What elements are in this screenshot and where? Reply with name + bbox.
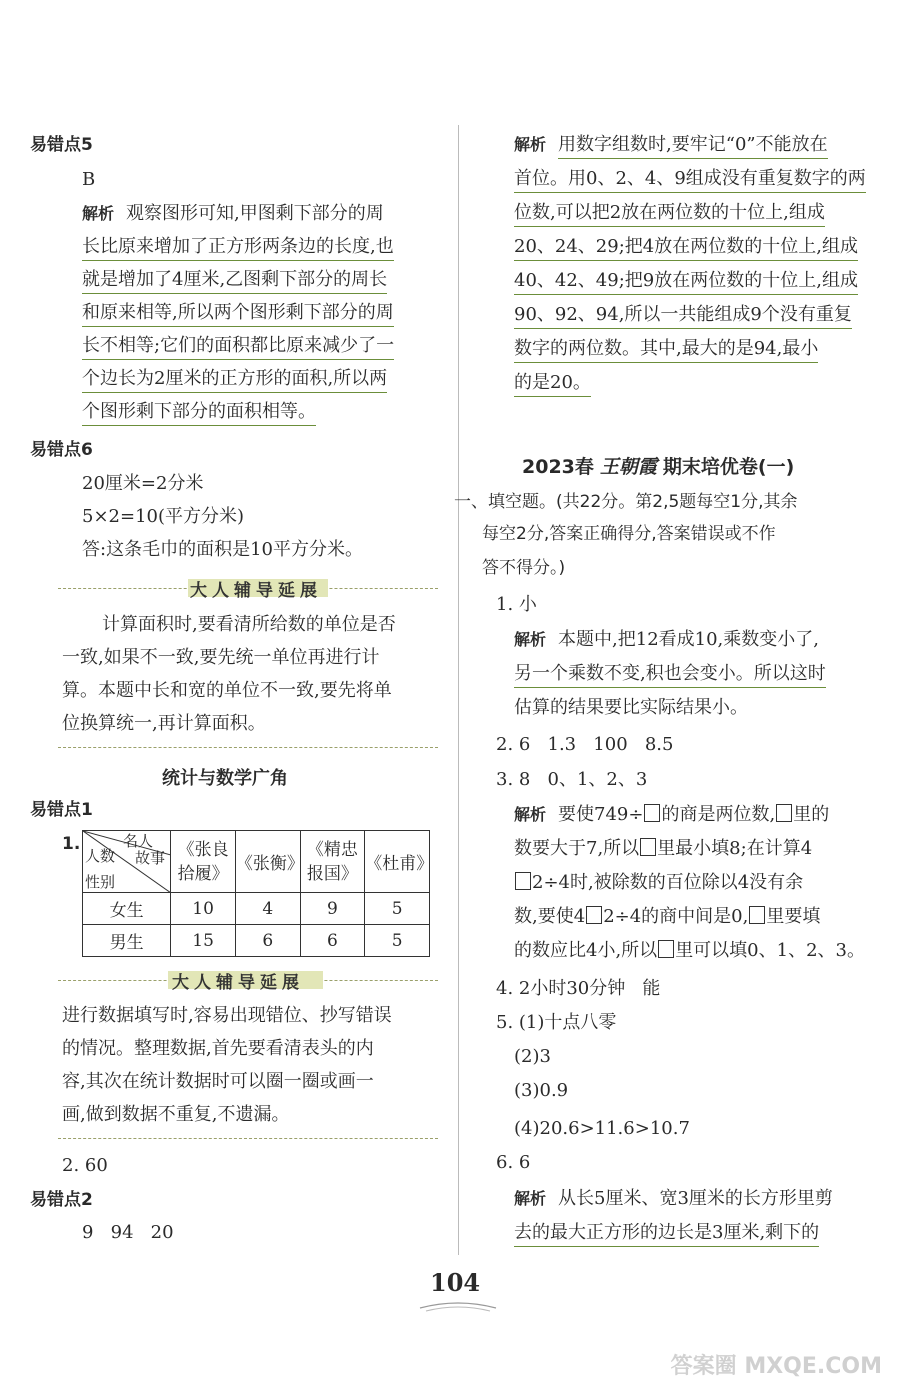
page-number: 104 — [430, 1268, 481, 1297]
analysis-tag: 解析 — [514, 630, 547, 649]
analysis-tag: 解析 — [514, 135, 547, 154]
blank-box-icon — [749, 906, 765, 924]
solution-line: 答:这条毛巾的面积是10平方分米。 — [82, 539, 363, 560]
column-header: 《张良 拾履》 — [171, 831, 236, 893]
error-point-2-heading: 易错点2 — [30, 1190, 93, 1210]
sub-answer: (4)20.6>11.6>10.7 — [514, 1118, 690, 1139]
section-instructions: 一、填空题。(共22分。第2,5题每空1分,其余 — [454, 492, 798, 512]
table-cell: 4 — [235, 893, 300, 925]
analysis-line: 解析 观察图形可知,甲图剩下部分的周 — [82, 203, 384, 224]
blank-box-icon — [515, 872, 531, 890]
question-2-answer: 2. 60 — [62, 1155, 108, 1176]
row-label: 男生 — [83, 925, 171, 957]
analysis-line: 数要大于7,所以 里最小填8;在计算4 — [514, 838, 813, 859]
blank-box-icon — [586, 906, 602, 924]
question-number: 1. — [62, 834, 81, 854]
header-count: 人数 — [85, 847, 116, 865]
row-label: 女生 — [83, 893, 171, 925]
error-point-5-heading: 易错点5 — [30, 135, 93, 155]
analysis-line: 解析 本题中,把12看成10,乘数变小了, — [514, 629, 819, 650]
extension-text: 画,做到数据不重复,不遗漏。 — [62, 1104, 290, 1125]
blank-box-icon — [640, 838, 656, 856]
extension-divider — [58, 747, 438, 748]
analysis-tag: 解析 — [514, 805, 547, 824]
question-6-answer: 6. 6 — [496, 1152, 531, 1173]
analysis-line: 个图形剩下部分的面积相等。 — [82, 401, 316, 426]
analysis-line: 90、92、94,所以一共能组成9个没有重复 — [514, 304, 852, 329]
blank-box-icon — [776, 804, 792, 822]
sub-answer: (2)3 — [514, 1046, 551, 1067]
analysis-line: 另一个乘数不变,积也会变小。所以这时 — [514, 663, 826, 688]
section-instructions: 答不得分。) — [482, 558, 566, 578]
extension-title: 大人辅导延展 — [172, 973, 304, 993]
analysis-line: 20、24、29;把4放在两位数的十位上,组成 — [514, 236, 858, 261]
extension-text: 容,其次在统计数据时可以圈一圈或画一 — [62, 1071, 374, 1092]
extension-divider — [58, 1138, 438, 1139]
table-row — [83, 925, 430, 957]
exam-title: 2023春 王朝霞 期末培优卷(一) — [522, 456, 795, 478]
extension-text: 的情况。整理数据,首先要看清表头的内 — [62, 1038, 374, 1059]
analysis-line: 个边长为2厘米的正方形的面积,所以两 — [82, 368, 387, 393]
analysis-line: 长不相等;它们的面积都比原来减少了一 — [82, 335, 394, 360]
error-point-6-heading: 易错点6 — [30, 440, 93, 460]
table-cell: 6 — [300, 925, 365, 957]
blank-box-icon — [658, 940, 674, 958]
analysis-line: 去的最大正方形的边长是3厘米,剩下的 — [514, 1222, 819, 1247]
answer: 9 94 20 — [82, 1222, 174, 1243]
table-cell: 6 — [235, 925, 300, 957]
analysis-tag: 解析 — [82, 204, 115, 223]
extension-text: 一致,如果不一致,要先统一单位再进行计 — [62, 647, 380, 668]
question-2-answer: 2. 6 1.3 100 8.5 — [496, 734, 674, 755]
analysis-line: 数字的两位数。其中,最大的是94,最小 — [514, 338, 818, 363]
section-title: 统计与数学广角 — [162, 768, 288, 789]
analysis-line: 数,要使4 2÷4的商中间是0, 里要填 — [514, 906, 821, 927]
column-header: 《杜甫》 — [365, 831, 430, 893]
analysis-line: 就是增加了4厘米,乙图剩下部分的周长 — [82, 269, 387, 294]
statistics-table — [82, 830, 434, 957]
extension-title: 大人辅导延展 — [190, 581, 322, 601]
extension-text: 位换算统一,再计算面积。 — [62, 713, 266, 734]
extension-text: 计算面积时,要看清所给数的单位是否 — [102, 614, 396, 635]
question-4-answer: 4. 2小时30分钟 能 — [496, 978, 661, 999]
question-3-answer: 3. 8 0、1、2、3 — [496, 769, 648, 790]
brand-logo: 王朝霞 — [599, 456, 657, 478]
column-header: 《张衡》 — [235, 831, 300, 893]
blank-box-icon — [644, 804, 660, 822]
table-cell: 10 — [171, 893, 236, 925]
sub-answer: (3)0.9 — [514, 1080, 569, 1101]
analysis-line: 解析 从长5厘米、宽3厘米的长方形里剪 — [514, 1188, 833, 1209]
analysis-line: 位数,可以把2放在两位数的十位上,组成 — [514, 202, 825, 227]
analysis-tag: 解析 — [514, 1189, 547, 1208]
table-diagonal-header — [83, 831, 171, 893]
header-story: 故事 — [135, 849, 166, 867]
extension-text: 算。本题中长和宽的单位不一致,要先将单 — [62, 680, 392, 701]
solution-line: 5×2=10(平方分米) — [82, 506, 245, 527]
page-ornament — [418, 1300, 498, 1314]
table-cell: 15 — [171, 925, 236, 957]
section-instructions: 每空2分,答案正确得分,答案错误或不作 — [482, 524, 776, 544]
analysis-line: 2÷4时,被除数的百位除以4没有余 — [514, 871, 803, 895]
question-5-answer: 5. (1)十点八零 — [496, 1012, 617, 1033]
analysis-line: 和原来相等,所以两个图形剩下部分的周 — [82, 302, 394, 327]
analysis-line: 估算的结果要比实际结果小。 — [514, 697, 748, 718]
table-row — [83, 893, 430, 925]
table-cell: 5 — [365, 893, 430, 925]
analysis-line: 长比原来增加了正方形两条边的长度,也 — [82, 236, 394, 261]
answer: B — [82, 169, 96, 190]
header-name: 名人 — [123, 832, 154, 850]
analysis-line: 的数应比4小,所以 里可以填0、1、2、3。 — [514, 940, 865, 961]
analysis-line: 解析 要使749÷ 的商是两位数, 里的 — [514, 804, 830, 825]
analysis-line: 首位。用0、2、4、9组成没有重复数字的两 — [514, 168, 866, 193]
column-divider — [458, 125, 459, 1255]
error-point-1-heading: 易错点1 — [30, 800, 93, 820]
watermark: 答案圈 MXQE.COM — [670, 1354, 882, 1379]
header-gender: 性别 — [85, 873, 116, 891]
analysis-line: 40、42、49;把9放在两位数的十位上,组成 — [514, 270, 858, 295]
table-cell: 5 — [365, 925, 430, 957]
column-header: 《精忠 报国》 — [300, 831, 365, 893]
table-cell: 9 — [300, 893, 365, 925]
solution-line: 20厘米=2分米 — [82, 473, 204, 494]
analysis-line: 的是20。 — [514, 372, 591, 397]
analysis-line: 解析 用数字组数时,要牢记“0”不能放在 — [514, 133, 828, 157]
extension-text: 进行数据填写时,容易出现错位、抄写错误 — [62, 1005, 392, 1026]
question-1-answer: 1. 小 — [496, 594, 537, 615]
